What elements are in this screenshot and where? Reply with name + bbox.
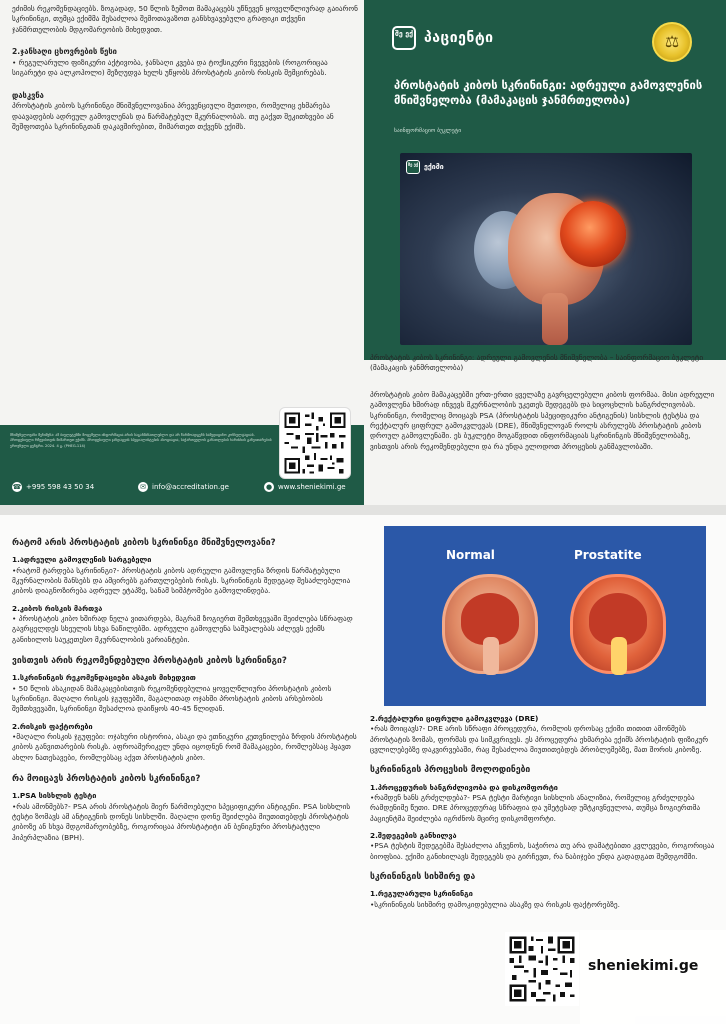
dre-body: •რას მოიცავს?- DRE არის სწრაფი პროცედურა, რომლის დროსაც ექიმი თითით ამონმებს პროსტატის ზომას, ფორმას და სიმკვრივეს. ეს პროცედურა ეხმარება ექიმს პროსტატის ფიზიკურ ცვლილებებზე დაკვირვებაში, რაც შესაძლოა მიუთითებდეს პრობლემებზე, მათ შორის კიბოზე. bbox=[370, 724, 709, 755]
qr-code-top[interactable] bbox=[280, 408, 350, 478]
label-normal: Normal bbox=[446, 548, 495, 562]
risk-factors-body: •მაღალი რისკის ჯგუფები: ოჯახური ისტორია, ასაკი და ეთნიკური კუთვნილება ზრდის პროსტატის კიბოს განვითარების რისკს. აფროამერიკელ უნდა იცოდნენ რომ მამაკაცები, რომლებსაც ჰყავთ ახლო ნათესავები, რომლებსაც აქვთ პროსტატის კიბო. bbox=[12, 732, 357, 762]
brochure-outer-side bbox=[0, 0, 726, 505]
photo-badge bbox=[406, 160, 444, 174]
cover-subtitle: საინფორმაციო ბუკლეტი bbox=[394, 128, 462, 134]
lifestyle-heading: 2.ჯანსაღი ცხოვრების წესი bbox=[12, 47, 117, 57]
email-contact[interactable] bbox=[138, 482, 229, 492]
qr-code-watermark[interactable] bbox=[505, 932, 579, 1006]
results-heading: 2.შედეგების განხილვა bbox=[370, 831, 457, 841]
intro-paragraph: ეძიმის რეკომენდაციებს. ზოგადად, 50 წლის ზემოთ მამაკაცებს უწნევენ ყოველწლიურად გაიარონ სკრინინგი, თუმცა ექიმმა შესაძლოა შემოთავაზოთ განსხვავებული გრაფიკი თქვენი ჯანმრთელობის მდგომარეობის მიხედვით. bbox=[12, 4, 358, 34]
photo-caption: პროსტატის კიბოს სკრინინგი: ადრეული გამოვლენის მნიშვნელობა – საინფორმაციო ბუკლეტი (მამაკაცის ჯანმრთელობა) bbox=[370, 353, 704, 373]
regular-screening-body: •სკრინინგის სიხშირე დამოკიდებულია ასაკზე და რისკის ფაქტორებზე. bbox=[370, 899, 620, 909]
psa-test-heading: 1.PSA სისხლის ტესტი bbox=[12, 791, 97, 801]
frequency-heading: სკრინინგის სიხშირე და bbox=[370, 872, 476, 883]
age-recommendations-body: • 50 წლის ასაკიდან მამაკაცებისთვის რეკომენდებულია ყოველწლიური პროსტატის კიბოს სკრინინგი. მაღალი რისკის ჯგუფებში, მაგალითად ოჯახში პროსტატის კიბოს არსებობის შემთხვევაში, სკრინინგი შესაძლოა დაიწყოს 40-45 წლიდან. bbox=[12, 683, 332, 714]
tumor-shape bbox=[560, 201, 626, 267]
early-detection-heading: 1.ადრეული გამოვლენის სარგებელი bbox=[12, 555, 152, 565]
watermark-url[interactable]: sheniekimi.ge bbox=[588, 958, 699, 974]
contact-row bbox=[12, 482, 357, 496]
psa-test-body: •რას ამონმებს?- PSA არის პროსტატის მიერ წარმოებული სპეციფიკური ანტიგენი. PSA სისხლის ტესტი ზომავს ამ ანტიგენის დონეს სისხლში. მაღალი დონე შეიძლება მიუთითებდეს პროსტატის კიბოზე ან სხვა მდგომარეობებზე, როგორიცაა პროსტატიტი ან ბენიგნური პროსტატული ჰიპერპლაზია (BPH). bbox=[12, 801, 351, 842]
brand-name: პაციენტი bbox=[424, 30, 494, 46]
normal-vs-prostatitis-illustration bbox=[384, 526, 706, 706]
what-includes-heading: რა მოიცავს პროსტატის კიბოს სკრინინგი? bbox=[12, 774, 201, 785]
dre-heading: 2.რექტალური ციფრული გამოკვლევა (DRE) bbox=[370, 714, 539, 723]
phone-number: +995 598 43 50 34 bbox=[26, 483, 95, 491]
logo-mark: შე ექ bbox=[392, 26, 416, 50]
label-prostatite: Prostatite bbox=[574, 548, 642, 562]
top-left-column bbox=[12, 4, 362, 132]
bottom-left-column bbox=[12, 537, 362, 843]
email-address: info@accreditation.ge bbox=[152, 483, 229, 491]
photo-badge-text: ექიმი bbox=[424, 163, 444, 171]
age-recommendations-heading: 1.სკრინინგის რეკომენდაციები ასაკის მიხედვით bbox=[12, 673, 196, 683]
sheet-divider bbox=[0, 505, 726, 515]
mail-icon: ✉ bbox=[138, 482, 148, 492]
location-pin-icon: ● bbox=[265, 483, 273, 491]
prostate-tumor-illustration bbox=[400, 153, 692, 345]
conclusion-heading: დასკვნა bbox=[12, 90, 44, 100]
conclusion-paragraph: პროსტატის კიბოს სკრინინგი მნიშვნელოვანია პრევენციული მეთოდი, რომელიც ეხმარება დაავადების ადრეულ გამოვლენას და წარმატებულ მკურნალობას. თუ გაქვთ შეკითხვები ან შეშფოთება სკრინინგთან დაკავშირებით, მიმართეთ თქვენს ექიმს. bbox=[12, 101, 334, 132]
risk-management-body: • პროსტატის კიბო ხშირად ნელა ვითარდება, მაგრამ ზოგიერთ შემთხვევაში შეიძლება სწრაფად გავრცელდეს სხეულის სხვა ნაწილებში. ადრეული გამოვლენა საშუალებას აძლევს ექიმს განიხილოს საუკეთესო მკურნალობის ვარიანტები. bbox=[12, 614, 353, 644]
duration-heading: 1.პროცედურის ხანგრძლივობა და დისკომფორტი bbox=[370, 782, 558, 792]
normal-gland-shape bbox=[442, 574, 538, 674]
brand-logo bbox=[392, 26, 494, 50]
phone-icon: ☎ bbox=[12, 483, 22, 491]
watermark-backdrop bbox=[580, 930, 726, 1024]
inflamed-gland-shape bbox=[570, 574, 666, 674]
why-important-heading: რატომ არის პროსტატის კიბოს სკრინინგი მნიშვნელოვანი? bbox=[12, 538, 276, 548]
bottom-right-column bbox=[370, 714, 716, 910]
website-link: www.sheniekimi.ge bbox=[278, 483, 346, 491]
phone-contact[interactable] bbox=[12, 482, 94, 492]
intro-body-right: პროსტატის კიბო მამაკაცებში ერთ-ერთი ყველაზე გავრცელებული კიბოს ფორმაა. მისი ადრეული გამოვლენა ხშირად ინვევს მკურნალობის უკეთეს შედეგებს და სიცოცხლის ხანგრძლივობას. სკრინინგი, რომელიც მოიცავს PSA (პროსტატის სპეციფიკური ანტიგენის) სისხლის ტესტსა და რექტალურ ციფრულ გამოკვლევას (DRE), მნიშვნელოვან როლს ასრულებს პროსტატის კიბოს დროულ გამოვლენაში. ეს ბუკლეტი მოგაწვდით ინფორმაციას სკრინინგის მნიშვნელობაზე, ვისთვის არის რეკომენდებული და რა უნდა ელოდოთ პროცესის განმავლობაში. bbox=[370, 390, 715, 451]
who-recommended-heading: ვისთვის არის რეკომენდებული პროსტატის კიბოს სკრინინგი? bbox=[12, 656, 287, 667]
risk-factors-heading: 2.რისკის ფაქტორები bbox=[12, 721, 93, 731]
regular-screening-heading: 1.რეგულარული სკრინინგი bbox=[370, 889, 473, 899]
process-expectations-heading: სკრინინგის პროცესის მოლოდინები bbox=[370, 765, 531, 776]
early-detection-body: •რატომ ტარდება სკრინინგი?- პროსტატის კიბოს ადრეული გამოვლენა ზრდის წარმატებული მკურნალობის შანსებს და ამცირებს გართულებების რისკს. სკრინინგის შედეგად შესაძლებელია კიბოს დიაგნოზირება ადრეულ ეტაპზე, სანამ სიმპტომები გამოვლინდება. bbox=[12, 565, 351, 596]
risk-management-heading: 2.კიბოს რისკის მართვა bbox=[12, 603, 103, 613]
cover-title: პროსტატის კიბოს სკრინინგი: ადრეული გამოვლენის მნიშვნელობა (მამაკაცის ჯანმრთელობა) bbox=[394, 79, 703, 108]
duration-body: •რამდენ ხანს გრძელდება?- PSA ტესტი მარტივი სისხლის ანალიზია, რომელიც გრძელდება რამდენიმე წუთი. DRE პროცედურაც სწრაფია და უმეტესად უმტკივნეულოა, თუმცა ზოგიერთმა პაციენტმა შეიძლება იგრძნოს მცირე დისკომფორტი. bbox=[370, 793, 701, 823]
website-contact[interactable] bbox=[264, 482, 346, 492]
disclaimer-fine-print: მნიშვნელოვანი შენიშვნა: ამ ბიულეტენში მოცემული ინფორმაცია არის საგანმანათლებლო და არ წარმოადგენს სამედიცინო კონსულტაციას. პროფესიული რჩევისთვის მიმართეთ ექიმს. პროფესიული ჯანდაცვის სპეციალისტების ასოციაცია, საქართველოს განათლების ხარისხის განვითარების ეროვნული ცენტრი. 2024. 4 გ. (PHEG-114) bbox=[10, 433, 272, 448]
lifestyle-paragraph: • რეგულარული ფიზიკური აქტივობა, ჯანსაღი კვება და ტოქსიკური ჩვევების (როგორიცაა სიგარეტი და ალკოჰოლი) მეზღუდვა ხელს უწყობს პროსტატის კიბოს რისკის შემცირებას. bbox=[12, 57, 328, 78]
accreditation-seal-icon bbox=[652, 22, 692, 62]
urethra-shape bbox=[542, 293, 568, 345]
photo-badge-logo: შე ექ bbox=[406, 160, 420, 174]
results-body: •PSA ტესტის შედეგებმა შესაძლოა აჩვენოს, საჭიროა თუ არა დამატებითი კვლევები, როგორიცაა ბიოფსია. ექიმი განიხილავს შედეგებს და გირჩევთ, რა ნაბიჯები უნდა გადადგათ შემდგომში. bbox=[370, 841, 715, 861]
